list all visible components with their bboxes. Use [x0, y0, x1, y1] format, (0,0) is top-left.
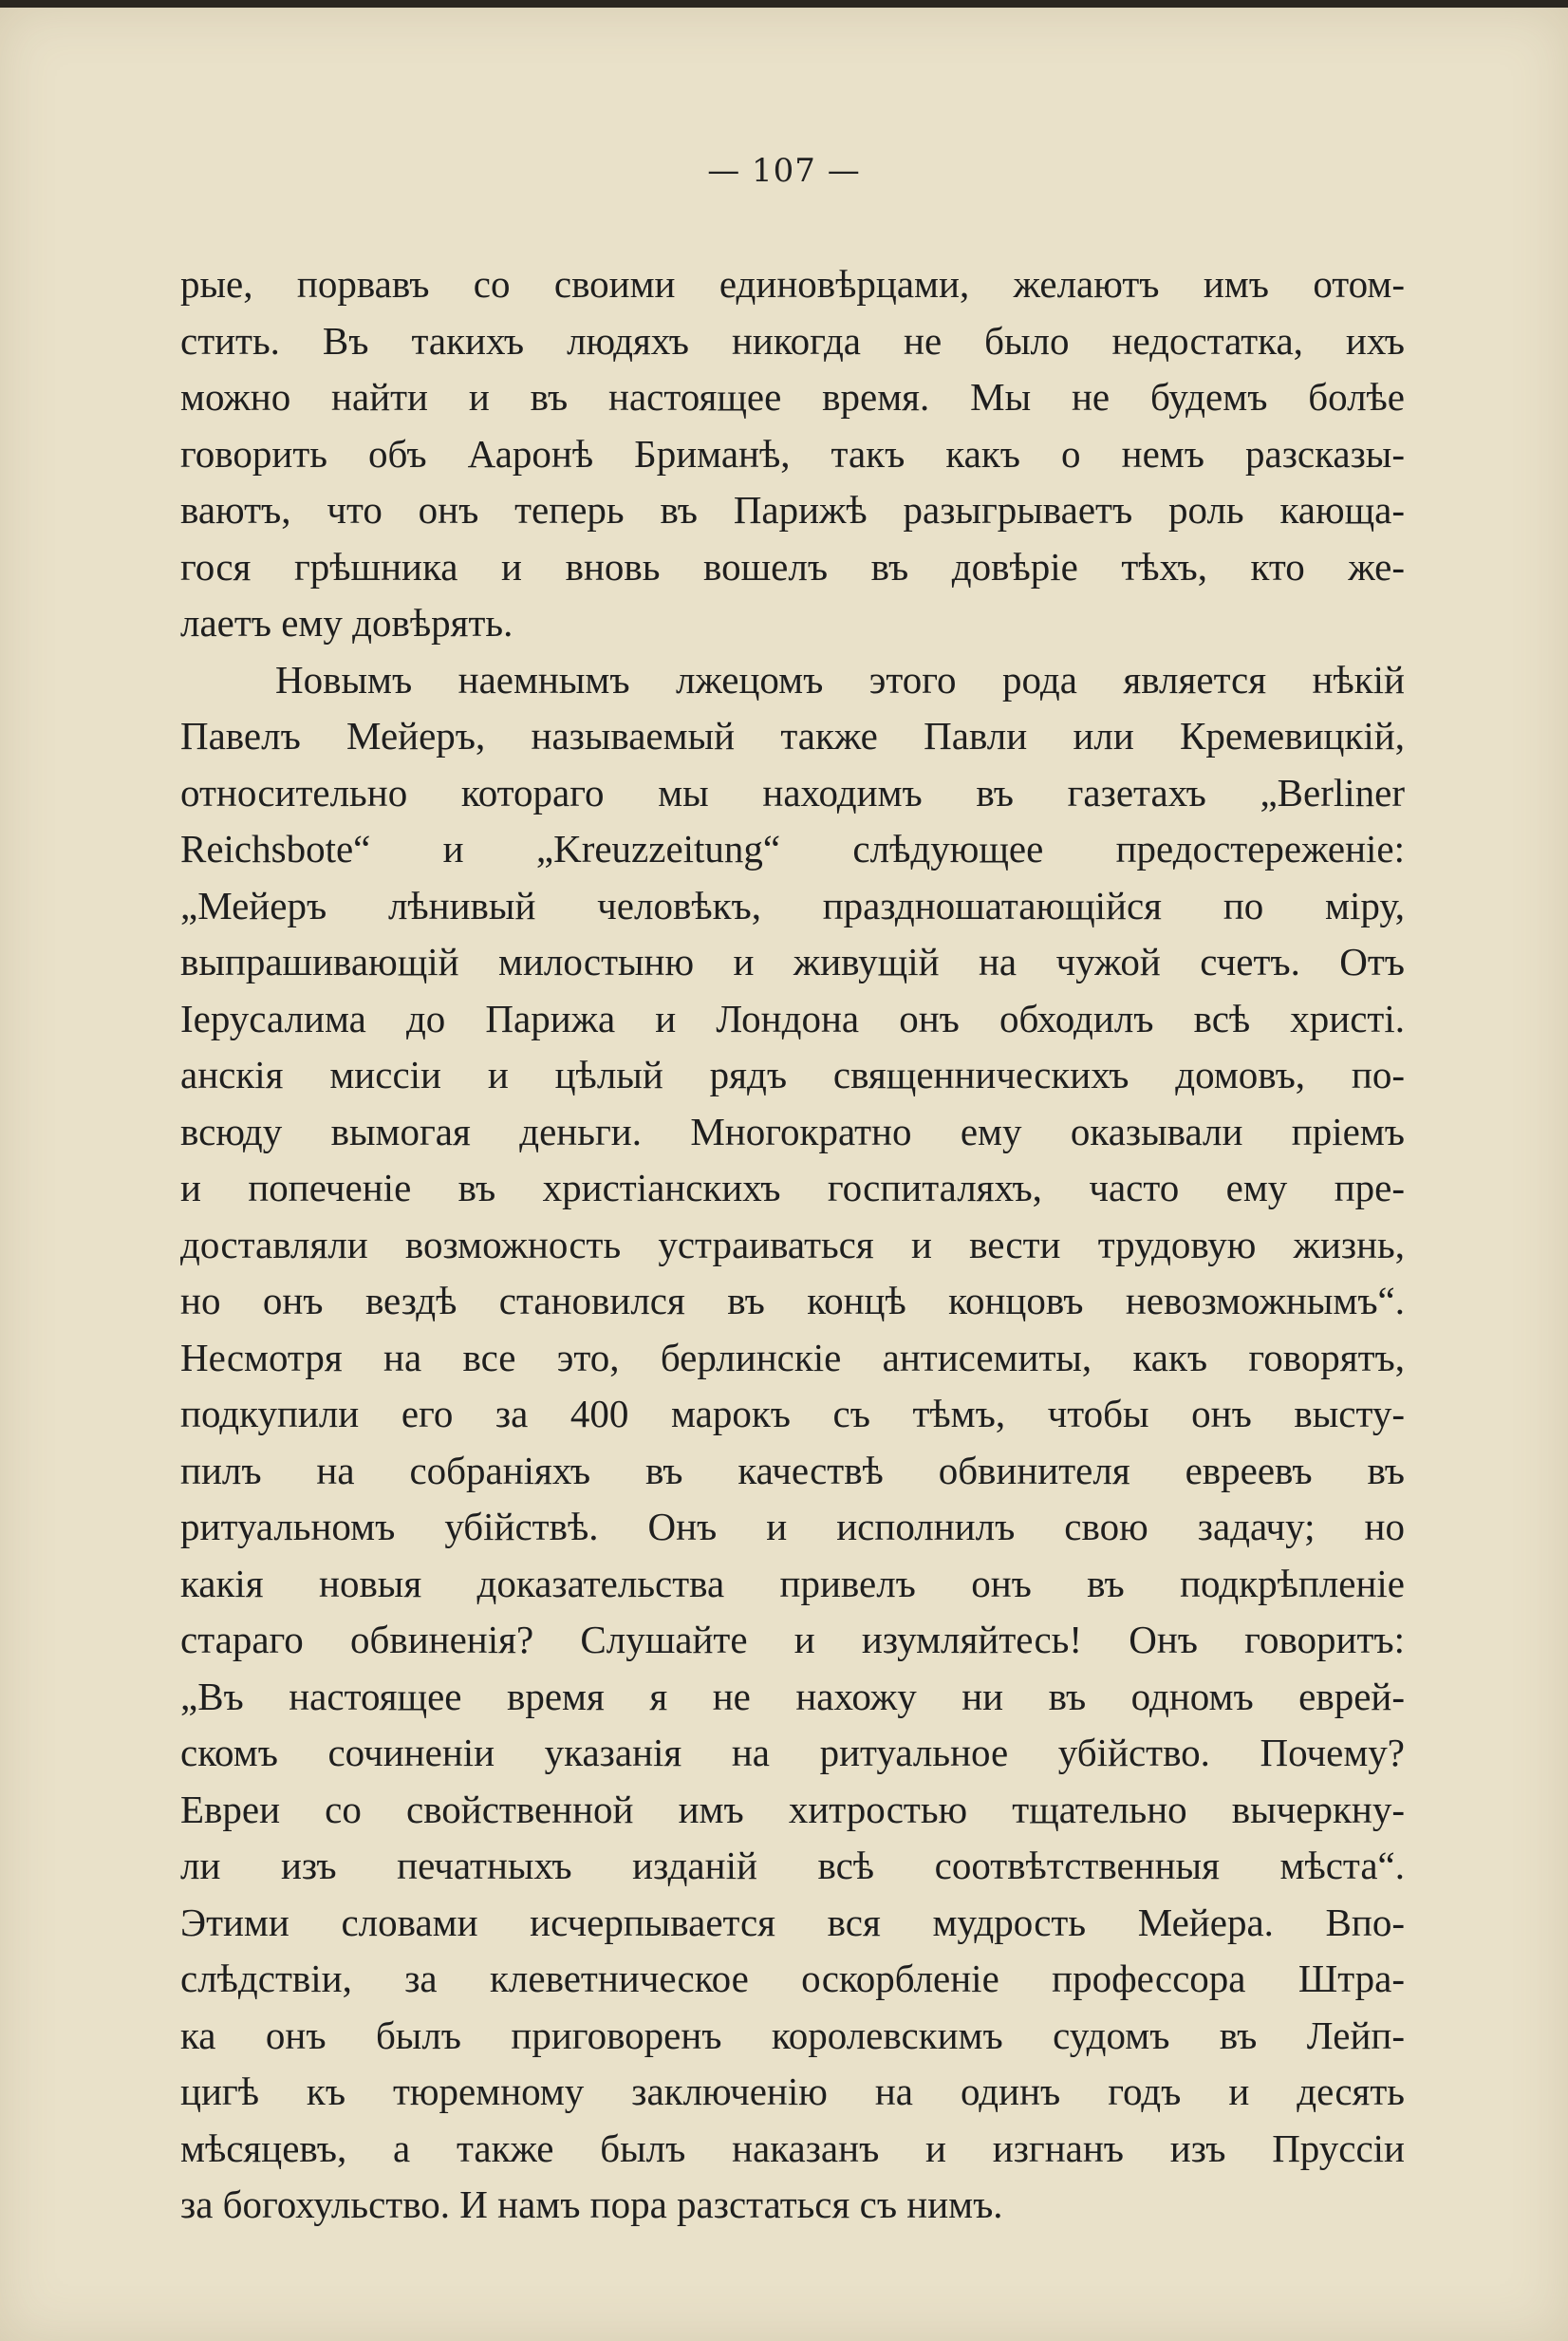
text-line: рые, порвавъ со своими единовѣрцами, желаютъ имъ отом- — [180, 262, 1405, 306]
text-line: стараго обвиненія? Слушайте и изумляйтесь! Онъ говоритъ: — [180, 1618, 1405, 1661]
text-line: но онъ вездѣ становился въ концѣ концовъ невозможнымъ“. — [180, 1279, 1405, 1322]
text-line: „Въ настоящее время я не нахожу ни въ одномъ еврей- — [180, 1674, 1405, 1718]
page-number: — 107 — — [707, 152, 861, 190]
text-line: гося грѣшника и вновь вошелъ въ довѣріе тѣхъ, кто же- — [180, 544, 1405, 589]
text-line: выпрашивающій милостыню и живущій на чужой счетъ. Отъ — [180, 940, 1405, 983]
text-line: какія новыя доказательства привелъ онъ въ подкрѣпленіе — [180, 1561, 1405, 1605]
text-line: анскія миссіи и цѣлый рядъ священническихъ домовъ, по- — [180, 1053, 1405, 1096]
paragraph — [180, 256, 1405, 652]
text-line: ли изъ печатныхъ изданій всѣ соотвѣтственныя мѣста“. — [180, 1844, 1405, 1887]
text-line: Павелъ Мейеръ, называемый также Павли или Кремевицкій, — [180, 714, 1405, 758]
text-line: пилъ на собраніяхъ въ качествѣ обвинителя евреевъ въ — [180, 1448, 1405, 1492]
text-line: всюду вымогая деньги. Многократно ему оказывали пріемъ — [180, 1109, 1405, 1153]
text-line: мѣсяцевъ, а также былъ наказанъ и изгнанъ изъ Пруссіи — [180, 2126, 1405, 2170]
text-line: Этими словами исчерпывается вся мудрость Мейера. Впо- — [180, 1900, 1405, 1944]
text-line: Новымъ наемнымъ лжецомъ этого рода является нѣкій — [275, 657, 1405, 702]
body-text — [180, 256, 1405, 2234]
text-line: ритуальномъ убійствѣ. Онъ и исполнилъ свою задачу; но — [180, 1505, 1405, 1548]
text-line: Евреи со свойственной имъ хитростью тщательно вычеркну- — [180, 1787, 1405, 1831]
text-line: Reichsbote“ и „Kreuzzeitung“ слѣдующее предостереженіе: — [180, 827, 1405, 871]
book-page — [0, 8, 1568, 2341]
page-top-edge — [0, 0, 1568, 8]
text-line: „Мейеръ лѣнивый человѣкъ, праздношатающійся по міру, — [180, 883, 1405, 927]
text-line: цигѣ къ тюремному заключенію на одинъ годъ и десять — [180, 2069, 1405, 2113]
text-line: и попеченіе въ христіанскихъ госпиталяхъ, часто ему пре- — [180, 1166, 1405, 1209]
text-line: скомъ сочиненіи указанія на ритуальное убійство. Почему? — [180, 1731, 1405, 1774]
text-line: доставляли возможность устраиваться и вести трудовую жизнь, — [180, 1222, 1405, 1266]
text-line: подкупили его за 400 марокъ съ тѣмъ, чтобы онъ высту- — [180, 1392, 1405, 1435]
text-line: стить. Въ такихъ людяхъ никогда не было недостатка, ихъ — [180, 318, 1405, 363]
paragraph — [180, 652, 1405, 2234]
text-line: ка онъ былъ приговоренъ королевскимъ судомъ въ Лейп- — [180, 2013, 1405, 2057]
text-line: можно найти и въ настоящее время. Мы не будемъ болѣе — [180, 375, 1405, 419]
text-line: лаетъ ему довѣрять. — [180, 601, 513, 645]
text-line: за богохульство. И намъ пора разстаться съ нимъ. — [180, 2182, 1003, 2226]
text-line: относительно котораго мы находимъ въ газетахъ „Berliner — [180, 770, 1405, 815]
text-line: Несмотря на все это, берлинскіе антисемиты, какъ говорятъ, — [180, 1335, 1405, 1379]
text-line: Іерусалима до Парижа и Лондона онъ обходилъ всѣ христі. — [180, 996, 1405, 1040]
text-line: ваютъ, что онъ теперь въ Парижѣ разыгрываетъ роль кающа- — [180, 488, 1405, 532]
text-line: слѣдствіи, за клеветническое оскорбленіе профессора Штра- — [180, 1957, 1405, 2000]
text-line: говорить объ Ааронѣ Бриманѣ, такъ какъ о немъ разсказы- — [180, 431, 1405, 476]
